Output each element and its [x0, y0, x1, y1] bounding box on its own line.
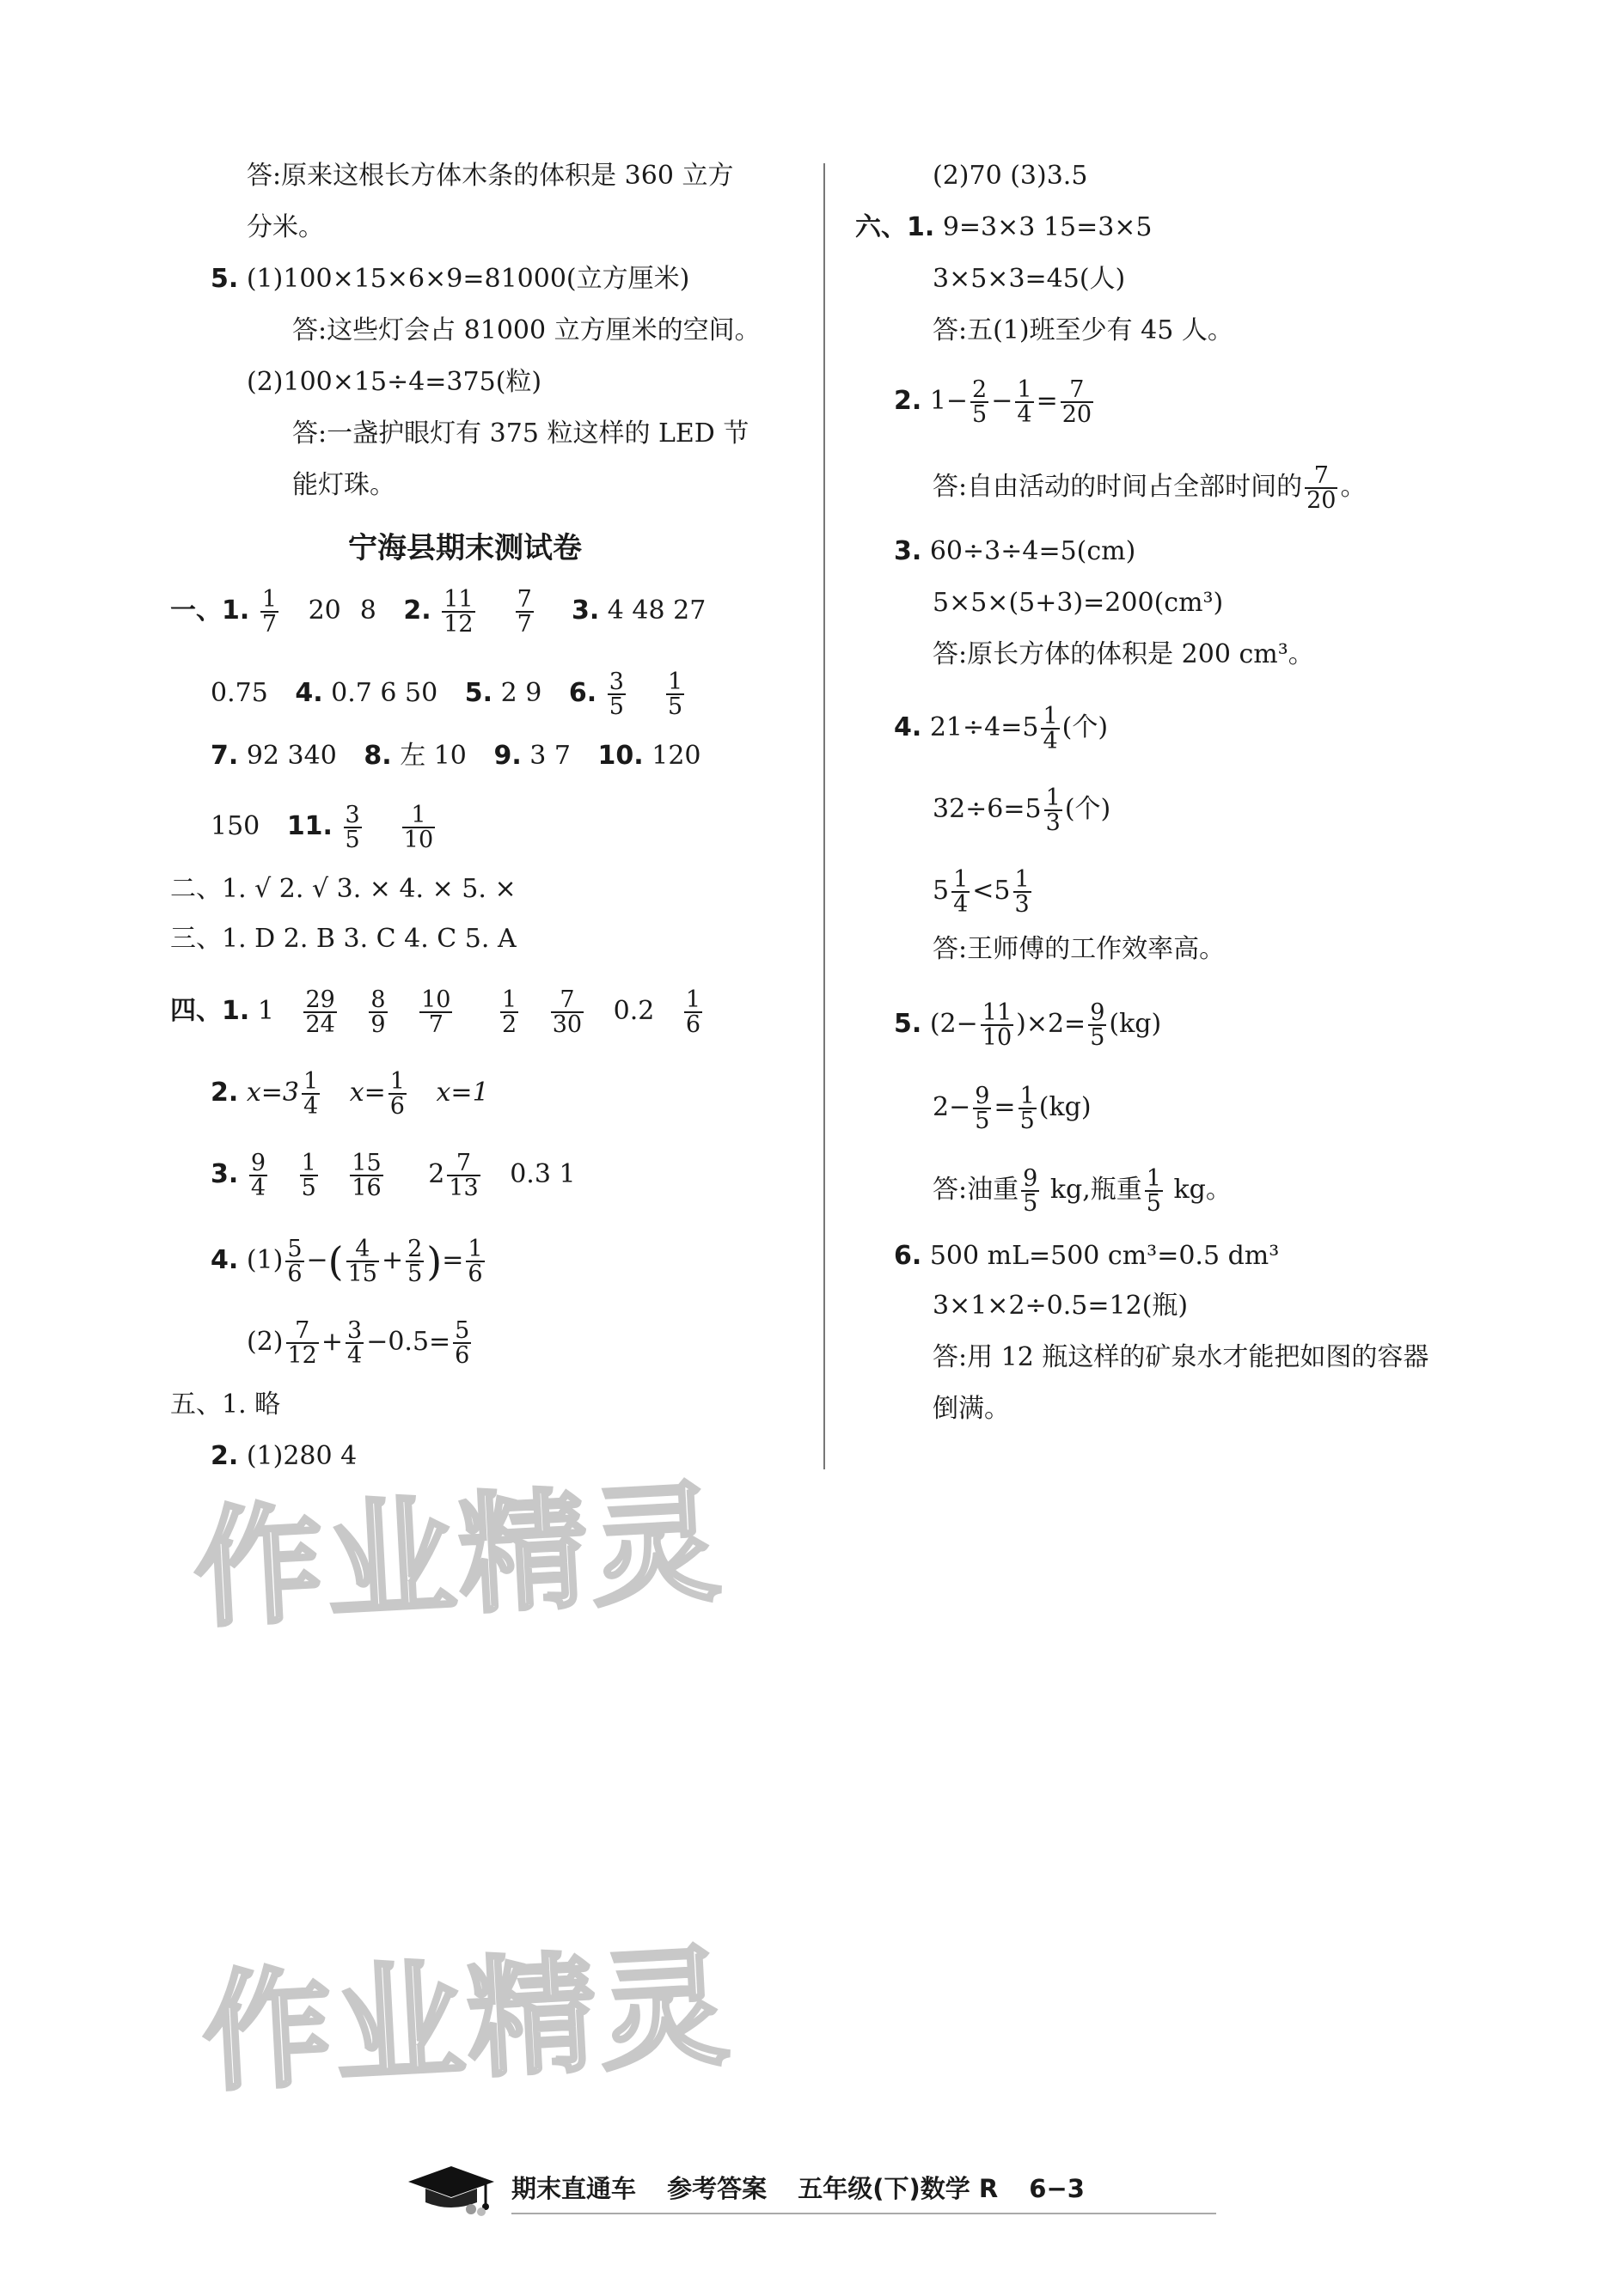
fraction: $\frac{5}{6}$: [287, 1236, 303, 1287]
fraction: $\frac{1}{5}$: [301, 1150, 316, 1201]
values: 左 10: [400, 741, 467, 771]
section-label: 六、1.: [855, 212, 935, 242]
value: 2: [428, 1159, 445, 1189]
answer-text: 答:自由活动的时间占全部时间的: [933, 472, 1303, 502]
section-4-row-1: [170, 988, 705, 1036]
question-number: 2.: [894, 386, 922, 416]
fraction: $\frac{3}{5}$: [345, 802, 360, 853]
watermark: 作业精灵: [190, 1468, 727, 1646]
values: 4 48 27: [607, 595, 707, 626]
equation: (1)100×15×6×9=81000(立方厘米): [246, 264, 690, 294]
section-label: 一、1.: [170, 595, 250, 626]
question-5: [894, 1001, 1161, 1049]
values: 120: [652, 741, 701, 771]
section-1-row-3: [211, 739, 701, 773]
fraction: $\frac{10}{7}$: [421, 986, 451, 1038]
fraction: $\frac{11}{12}$: [444, 586, 474, 638]
values: 0.7 6 50: [331, 678, 438, 708]
section-1-row-4: [211, 803, 437, 852]
watermark: 作业精灵: [199, 1932, 736, 2110]
equation: (2−: [929, 1009, 978, 1039]
fraction: $\frac{1}{5}$: [667, 669, 683, 720]
question-number: 2.: [211, 1078, 239, 1108]
question-5: [211, 262, 689, 296]
fraction: $\frac{1}{7}$: [261, 586, 278, 638]
fraction: $\frac{15}{16}$: [352, 1150, 382, 1201]
answer-line: 答:这些灯会占 81000 立方厘米的空间。: [292, 315, 761, 345]
fraction: $\frac{1}{5}$: [1146, 1165, 1161, 1217]
fraction: $\frac{1}{3}$: [1045, 785, 1061, 836]
answer-line: [933, 1167, 1232, 1215]
question-3: [894, 534, 1135, 569]
equation: 5×5×(5+3)=200(cm³): [933, 588, 1224, 618]
answer-line: 分米。: [247, 212, 324, 242]
page-footer: [404, 2158, 1229, 2218]
fraction: $\frac{5}{6}$: [455, 1317, 470, 1369]
answer-text: 答:油重: [933, 1175, 1019, 1205]
section-4-row-5: (2) $\frac{7}{12}$ + $\frac{3}{4}$ −0.5= $\frac{5}{6}$: [247, 1317, 470, 1369]
fraction: $\frac{1}{2}$: [502, 986, 517, 1038]
unit: (个): [1061, 712, 1109, 742]
answer-line: 答:原长方体的体积是 200 cm³。: [933, 639, 1314, 669]
section-4-row-4: 4. (1) $\frac{5}{6}$ −( $\frac{4}{15}$ + $\frac{2}{5}$ )= $\frac{1}{6}$: [211, 1236, 483, 1287]
question-number: 5.: [211, 264, 239, 294]
equation: 2−: [933, 1092, 971, 1122]
unit: (kg): [1038, 1092, 1092, 1122]
section-5-row-1: 五、1. 略: [170, 1389, 281, 1420]
fraction: $\frac{7}{13}$: [449, 1150, 479, 1201]
section-4-row-2: [211, 1070, 489, 1118]
comparison-row: [933, 868, 1034, 916]
equation: )×2=: [1016, 1009, 1086, 1039]
answer-line: 答:用 12 瓶这样的矿泉水才能把如图的容器: [933, 1342, 1429, 1372]
value: 0.2: [613, 996, 655, 1026]
fraction: $\frac{8}{9}$: [370, 986, 386, 1038]
fraction: $\frac{2}{5}$: [972, 376, 988, 428]
equation: x=: [349, 1078, 386, 1108]
fraction: $\frac{1}{4}$: [1043, 703, 1058, 754]
fraction: $\frac{11}{10}$: [982, 999, 1012, 1051]
value: 0.75: [211, 678, 268, 708]
question-number: 5.: [464, 678, 493, 708]
footer-section: 参考答案: [667, 2174, 768, 2203]
question-number: 6.: [568, 678, 597, 708]
page-number: 6−3: [1029, 2174, 1085, 2203]
fraction: $\frac{1}{4}$: [303, 1068, 319, 1120]
fraction: $\frac{9}{4}$: [250, 1150, 266, 1201]
answer-line: 答:自由活动的时间占全部时间的 $\frac{7}{20}$ 。: [933, 462, 1367, 514]
fraction: $\frac{7}{20}$: [1061, 376, 1092, 428]
values: 0.3 1: [510, 1159, 576, 1189]
equation: x=3: [246, 1078, 299, 1108]
question-number: 3.: [211, 1159, 239, 1189]
sub-label: (2): [247, 1327, 284, 1357]
value: 5: [933, 876, 950, 906]
footer-book-name: 期末直通车: [511, 2174, 637, 2203]
question-number: 2.: [403, 595, 431, 626]
question-number: 11.: [286, 811, 333, 841]
footer-rule: [511, 2213, 1216, 2214]
fraction: $\frac{9}{5}$: [975, 1083, 990, 1134]
values: 92 340: [246, 741, 337, 771]
unit: (个): [1064, 794, 1111, 824]
sub-label: (1): [246, 1245, 284, 1275]
question-number: 3.: [571, 595, 600, 626]
section-2: 二、1. √ 2. √ 3. × 4. × 5. ×: [170, 874, 517, 904]
fraction: $\frac{1}{6}$: [685, 986, 701, 1038]
fraction: $\frac{1}{4}$: [953, 866, 969, 918]
section-6-row-1: [855, 211, 1153, 245]
equation: 3×5×3=45(人): [933, 264, 1126, 294]
fraction: $\frac{3}{5}$: [609, 669, 624, 720]
footer-text: [511, 2170, 1107, 2205]
equation-row: 2− $\frac{9}{5}$ = $\frac{1}{5}$ (kg): [933, 1083, 1092, 1134]
equation-row: [933, 786, 1110, 834]
answer-text: kg,瓶重: [1049, 1175, 1142, 1205]
question-number: 3.: [894, 536, 922, 566]
answer-line: 能灯珠。: [292, 470, 395, 500]
fraction: $\frac{7}{12}$: [287, 1317, 317, 1369]
equation: 500 mL=500 cm³=0.5 dm³: [929, 1241, 1280, 1271]
fraction: $\frac{3}{4}$: [347, 1317, 363, 1369]
question-number: 7.: [211, 741, 239, 771]
answer-line: 答:一盏护眼灯有 375 粒这样的 LED 节: [292, 418, 749, 449]
equation: 32÷6=5: [933, 794, 1042, 824]
unit: (kg): [1109, 1009, 1162, 1039]
question-2: 2. 1− $\frac{2}{5}$ − $\frac{1}{4}$ = $\frac{7}{20}$: [894, 376, 1092, 428]
question-4: [894, 705, 1108, 753]
section-3: 三、1. D 2. B 3. C 4. C 5. A: [170, 924, 517, 954]
fraction: $\frac{1}{5}$: [1019, 1083, 1035, 1134]
values: 3 7: [529, 741, 571, 771]
section-title: 宁海县期末测试卷: [348, 531, 582, 565]
question-number: 4.: [894, 712, 922, 742]
answer-line: 倒满。: [933, 1394, 1010, 1424]
fraction: $\frac{9}{5}$: [1023, 1165, 1038, 1217]
question-number: 6.: [894, 1241, 922, 1271]
answer-line: 答:五(1)班至少有 45 人。: [933, 315, 1233, 345]
question-number: 9.: [493, 741, 522, 771]
answer-line: 答:王师傅的工作效率高。: [933, 934, 1226, 964]
fraction: $\frac{4}{15}$: [347, 1236, 377, 1287]
fraction: $\frac{1}{3}$: [1014, 866, 1030, 918]
equation: 3×1×2÷0.5=12(瓶): [933, 1291, 1189, 1321]
fraction: $\frac{1}{4}$: [1017, 376, 1032, 428]
equation: 60÷3÷4=5(cm): [929, 536, 1136, 566]
question-number: 4.: [295, 678, 323, 708]
equation: −0.5=: [366, 1327, 451, 1357]
question-number: 8.: [364, 741, 392, 771]
value: 150: [211, 811, 260, 841]
question-number: 4.: [211, 1245, 239, 1275]
fraction: $\frac{1}{6}$: [468, 1236, 483, 1287]
equation: (2)100×15÷4=375(粒): [247, 367, 542, 397]
fraction: $\frac{7}{20}$: [1306, 462, 1337, 514]
question-number: 5.: [894, 1009, 922, 1039]
fraction: $\frac{29}{24}$: [305, 986, 335, 1038]
answer-text: kg。: [1173, 1175, 1232, 1205]
footer-grade: 五年级(下)数学 R: [798, 2174, 999, 2203]
fraction: $\frac{9}{5}$: [1090, 999, 1105, 1051]
section-4-row-3: [211, 1151, 576, 1200]
answer-line: (2)70 (3)3.5: [933, 161, 1088, 191]
fraction: $\frac{7}{7}$: [517, 586, 532, 638]
value: 1: [257, 996, 274, 1026]
question-6: [894, 1239, 1279, 1273]
equation: 21÷4=5: [929, 712, 1039, 742]
equation: 9=3×3 15=3×5: [942, 212, 1153, 242]
fraction: $\frac{1}{10}$: [403, 802, 434, 853]
graduation-cap-icon: [404, 2158, 499, 2218]
question-number: 2.: [211, 1441, 239, 1471]
section-1-row-2: [211, 670, 687, 718]
column-divider: [823, 163, 825, 1469]
section-label: 四、1.: [170, 996, 250, 1026]
value: <5: [972, 876, 1011, 906]
answer-line: 答:原来这根长方体木条的体积是 360 立方: [247, 161, 734, 191]
question-number: 10.: [597, 741, 644, 771]
fraction: $\frac{1}{6}$: [389, 1068, 405, 1120]
values: 2 9: [500, 678, 542, 708]
fraction: $\frac{2}{5}$: [407, 1236, 423, 1287]
values: (1)280 4: [246, 1441, 358, 1471]
fraction: $\frac{7}{30}$: [552, 986, 583, 1038]
equation: x=1: [436, 1078, 489, 1108]
section-1-row-1: 一、1. $\frac{1}{7}$ 20 8 2. $\frac{11}{12}$ $\frac{7}{7}$ 3. 4 48 27: [170, 586, 707, 638]
